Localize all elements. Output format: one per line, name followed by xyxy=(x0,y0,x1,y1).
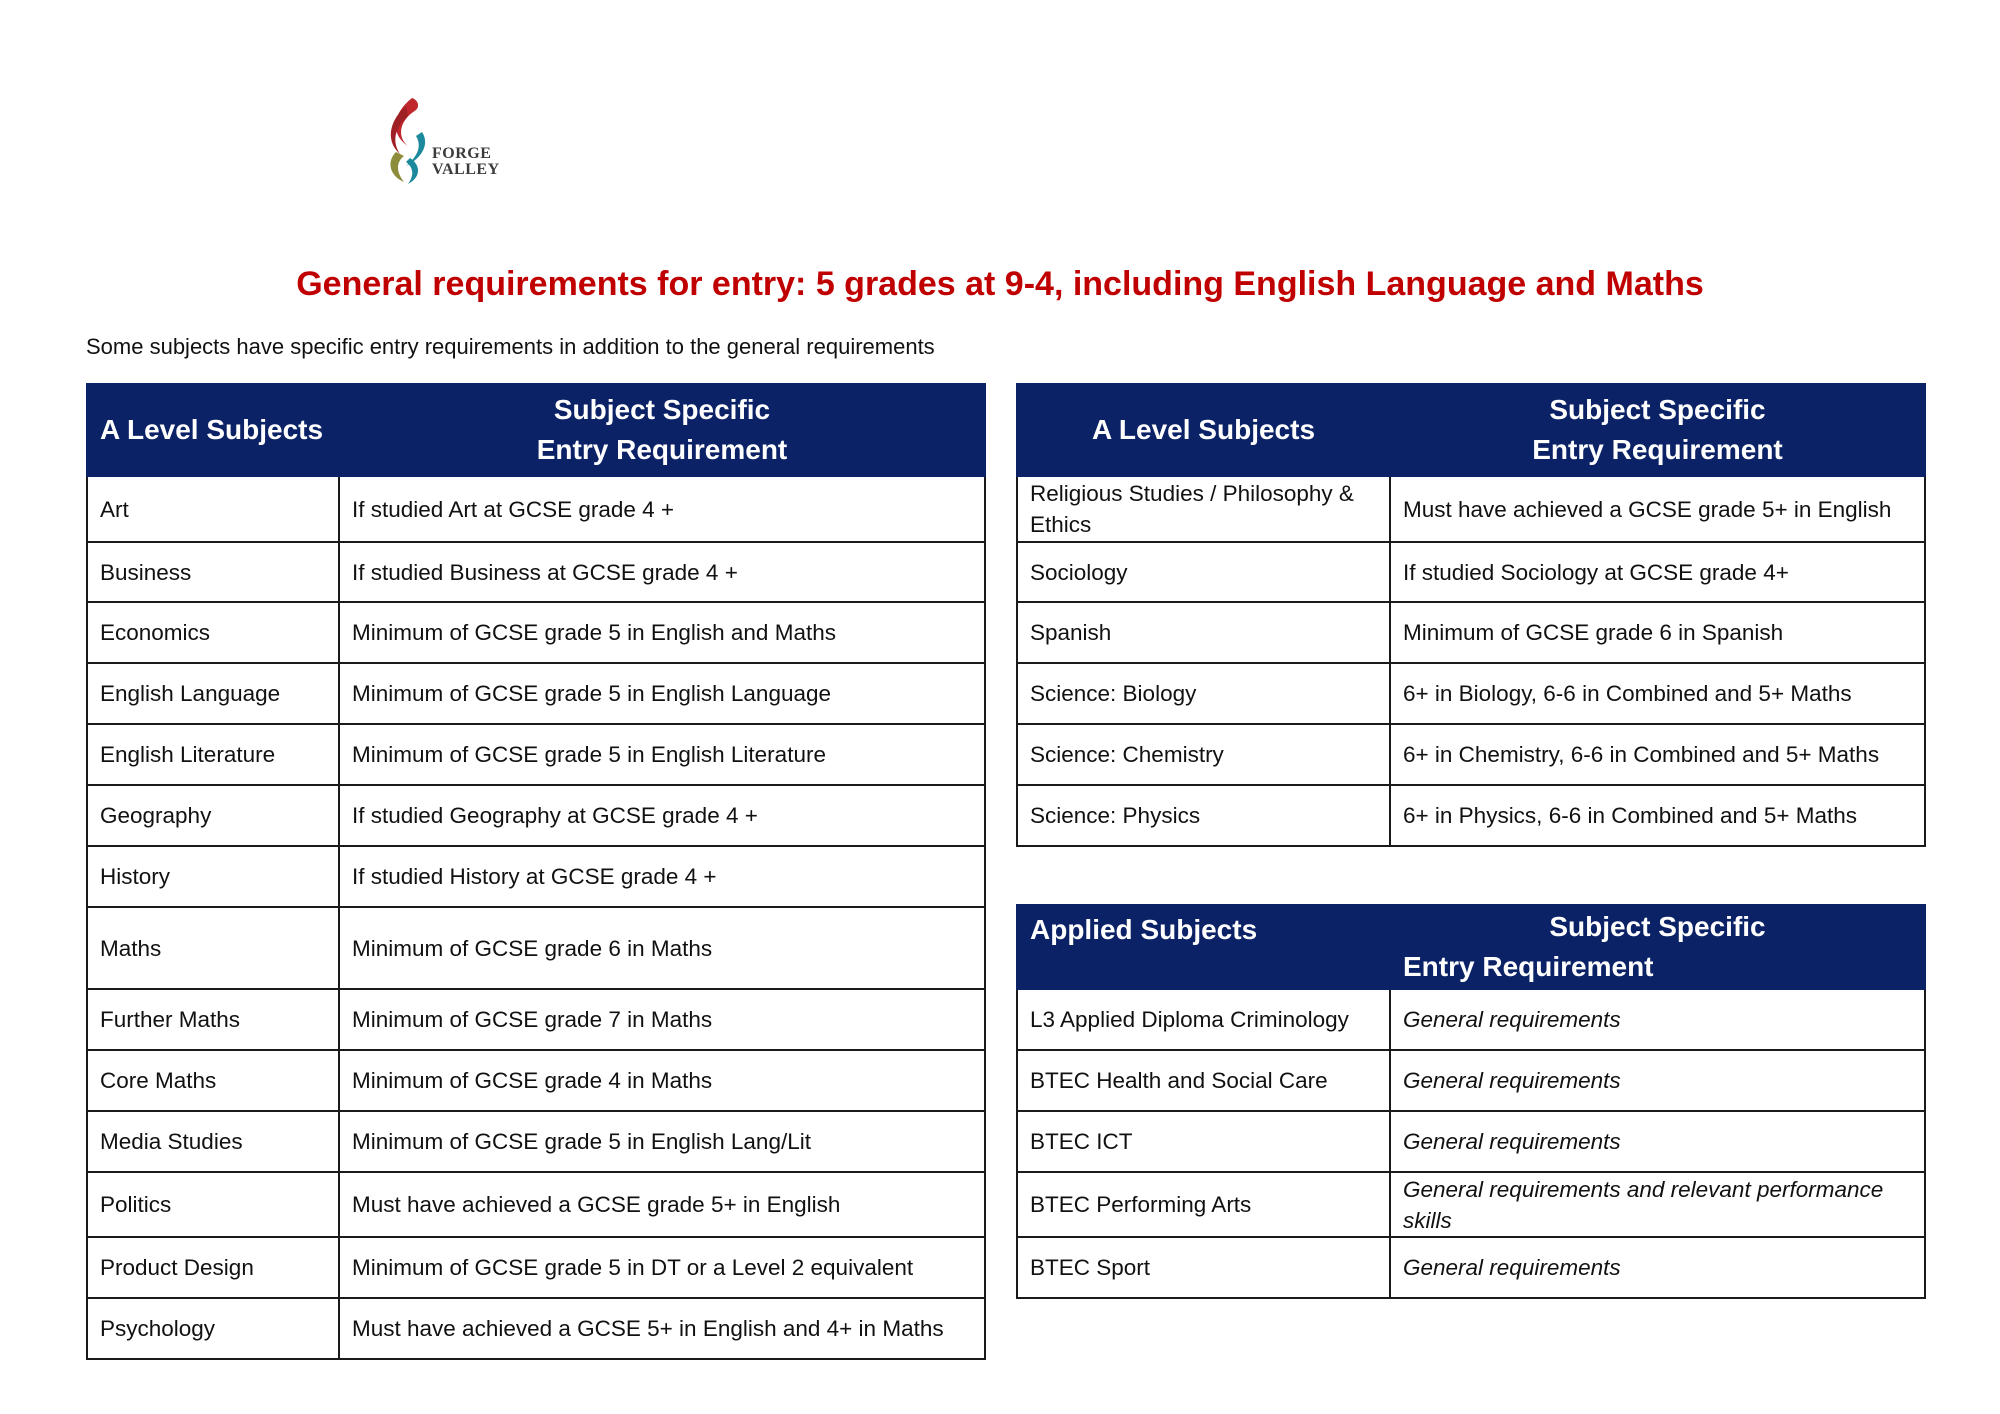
table-row xyxy=(87,1298,985,1359)
requirement-cell: Minimum of GCSE grade 5 in DT or a Level 2 equivalent xyxy=(339,1237,985,1298)
table-row xyxy=(1017,724,1925,785)
table-row xyxy=(87,907,985,989)
a-level-table-right xyxy=(1016,383,1926,847)
requirement-cell: Minimum of GCSE grade 5 in English and Maths xyxy=(339,602,985,663)
table-row xyxy=(87,663,985,724)
requirement-cell: If studied History at GCSE grade 4 + xyxy=(339,846,985,907)
subject-cell: Science: Biology xyxy=(1017,663,1390,724)
subject-cell: BTEC Health and Social Care xyxy=(1017,1050,1390,1111)
requirement-cell: Minimum of GCSE grade 7 in Maths xyxy=(339,989,985,1050)
requirement-cell: General requirements xyxy=(1390,989,1925,1050)
subject-cell: English Literature xyxy=(87,724,339,785)
subject-cell: Science: Chemistry xyxy=(1017,724,1390,785)
requirement-cell: Must have achieved a GCSE grade 5+ in English xyxy=(1390,476,1925,542)
subject-cell: Further Maths xyxy=(87,989,339,1050)
table-header-row xyxy=(87,384,985,476)
subject-cell: BTEC Sport xyxy=(1017,1237,1390,1298)
table-row xyxy=(1017,663,1925,724)
table-row xyxy=(1017,476,1925,542)
header-requirement xyxy=(1390,384,1925,476)
requirement-cell: If studied Geography at GCSE grade 4 + xyxy=(339,785,985,846)
forge-valley-emblem-icon xyxy=(382,96,432,186)
subject-cell: BTEC ICT xyxy=(1017,1111,1390,1172)
table-row xyxy=(87,1172,985,1237)
page-title: General requirements for entry: 5 grades at 9-4, including English Language and Maths xyxy=(296,265,1704,303)
requirement-cell: Minimum of GCSE grade 6 in Maths xyxy=(339,907,985,989)
table-row xyxy=(87,1050,985,1111)
header-subject: A Level Subjects xyxy=(87,384,339,476)
header-requirement xyxy=(339,384,985,476)
requirement-cell: If studied Business at GCSE grade 4 + xyxy=(339,542,985,602)
header-requirement-line2: Entry Requirement xyxy=(536,434,788,465)
subject-cell: Maths xyxy=(87,907,339,989)
table-row xyxy=(87,846,985,907)
subject-cell: Religious Studies / Philosophy & Ethics xyxy=(1017,476,1390,542)
header-requirement-line1: Subject Specific xyxy=(553,394,771,425)
header-subject: Applied Subjects xyxy=(1017,905,1390,989)
header-requirement-line1: Subject Specific xyxy=(1549,394,1766,425)
requirement-cell: Minimum of GCSE grade 6 in Spanish xyxy=(1390,602,1925,663)
logo-wordmark xyxy=(432,146,500,178)
requirement-cell: Must have achieved a GCSE grade 5+ in English xyxy=(339,1172,985,1237)
header-requirement-line2: Entry Requirement xyxy=(1403,951,1654,982)
subject-cell: BTEC Performing Arts xyxy=(1017,1172,1390,1237)
table-header-row xyxy=(1017,384,1925,476)
subject-cell: History xyxy=(87,846,339,907)
requirement-cell: Minimum of GCSE grade 5 in English Literature xyxy=(339,724,985,785)
table-row xyxy=(87,542,985,602)
school-logo xyxy=(382,96,512,186)
logo-line1: FORGE xyxy=(432,145,492,162)
requirement-cell: Minimum of GCSE grade 5 in English Language xyxy=(339,663,985,724)
subject-cell: Core Maths xyxy=(87,1050,339,1111)
a-level-table-left xyxy=(86,383,986,1360)
table-row xyxy=(1017,1237,1925,1298)
requirement-cell: Must have achieved a GCSE 5+ in English and 4+ in Maths xyxy=(339,1298,985,1359)
header-requirement-line2: Entry Requirement xyxy=(1532,434,1783,465)
subject-cell: Art xyxy=(87,476,339,542)
table-row xyxy=(1017,1111,1925,1172)
requirement-cell: General requirements xyxy=(1390,1111,1925,1172)
requirement-cell: General requirements xyxy=(1390,1237,1925,1298)
table-row xyxy=(1017,542,1925,602)
requirement-cell: Minimum of GCSE grade 5 in English Lang/Lit xyxy=(339,1111,985,1172)
subject-cell: Psychology xyxy=(87,1298,339,1359)
table-row xyxy=(87,1111,985,1172)
table-row xyxy=(87,724,985,785)
table-row xyxy=(87,602,985,663)
table-row xyxy=(87,785,985,846)
requirement-cell: Minimum of GCSE grade 4 in Maths xyxy=(339,1050,985,1111)
requirement-cell: General requirements and relevant performance skills xyxy=(1390,1172,1925,1237)
applied-subjects-table xyxy=(1016,904,1926,1299)
table-row xyxy=(87,989,985,1050)
header-subject: A Level Subjects xyxy=(1017,384,1390,476)
requirement-cell: 6+ in Biology, 6-6 in Combined and 5+ Maths xyxy=(1390,663,1925,724)
subject-cell: Science: Physics xyxy=(1017,785,1390,846)
table-row xyxy=(1017,785,1925,846)
table-row xyxy=(1017,989,1925,1050)
intro-text: Some subjects have specific entry requirements in addition to the general requirements xyxy=(86,334,935,359)
subject-cell: Product Design xyxy=(87,1237,339,1298)
subject-cell: L3 Applied Diploma Criminology xyxy=(1017,989,1390,1050)
requirement-cell: If studied Sociology at GCSE grade 4+ xyxy=(1390,542,1925,602)
table-row xyxy=(1017,1050,1925,1111)
subject-cell: Economics xyxy=(87,602,339,663)
requirement-cell: 6+ in Physics, 6-6 in Combined and 5+ Maths xyxy=(1390,785,1925,846)
subject-cell: Business xyxy=(87,542,339,602)
header-requirement xyxy=(1390,905,1925,989)
requirement-cell: If studied Art at GCSE grade 4 + xyxy=(339,476,985,542)
header-requirement-line1: Subject Specific xyxy=(1549,911,1766,942)
subject-cell: Spanish xyxy=(1017,602,1390,663)
subject-cell: Geography xyxy=(87,785,339,846)
table-row xyxy=(87,1237,985,1298)
table-row xyxy=(87,476,985,542)
subject-cell: Media Studies xyxy=(87,1111,339,1172)
table-row xyxy=(1017,602,1925,663)
subject-cell: Sociology xyxy=(1017,542,1390,602)
subject-cell: English Language xyxy=(87,663,339,724)
subject-cell: Politics xyxy=(87,1172,339,1237)
logo-line2: VALLEY xyxy=(432,161,500,178)
requirement-cell: 6+ in Chemistry, 6-6 in Combined and 5+ Maths xyxy=(1390,724,1925,785)
requirement-cell: General requirements xyxy=(1390,1050,1925,1111)
table-header-row xyxy=(1017,905,1925,989)
table-row xyxy=(1017,1172,1925,1237)
